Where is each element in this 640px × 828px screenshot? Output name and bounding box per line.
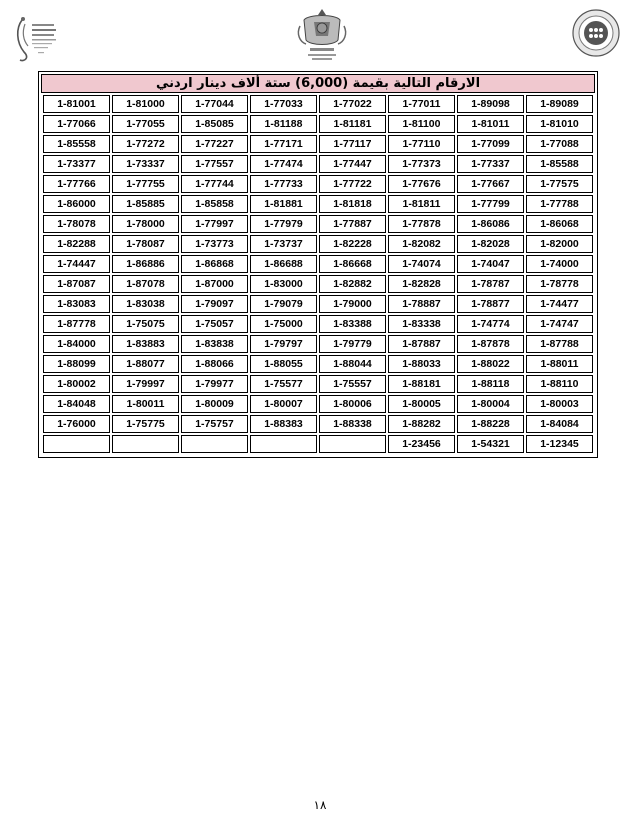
table-row bbox=[43, 175, 593, 193]
table-cell: 1-77171 bbox=[250, 135, 317, 153]
table-cell: 1-87887 bbox=[388, 335, 455, 353]
table-cell: 1-74047 bbox=[457, 255, 524, 273]
table-cell: 1-81818 bbox=[319, 195, 386, 213]
table-cell: 1-77110 bbox=[388, 135, 455, 153]
table-cell: 1-82000 bbox=[526, 235, 593, 253]
table-cell: 1-80011 bbox=[112, 395, 179, 413]
table-cell: 1-74447 bbox=[43, 255, 110, 273]
table-cell: 1-84000 bbox=[43, 335, 110, 353]
table-cell: 1-77575 bbox=[526, 175, 593, 193]
table-row bbox=[43, 195, 593, 213]
table-cell: 1-77722 bbox=[319, 175, 386, 193]
table-cell: 1-82828 bbox=[388, 275, 455, 293]
table-cell: 1-73737 bbox=[250, 235, 317, 253]
table-cell: 1-77733 bbox=[250, 175, 317, 193]
table-row bbox=[43, 435, 593, 453]
table-cell: 1-88033 bbox=[388, 355, 455, 373]
table-cell: 1-81811 bbox=[388, 195, 455, 213]
table-cell: 1-79000 bbox=[319, 295, 386, 313]
table-cell: 1-80003 bbox=[526, 395, 593, 413]
table-cell bbox=[112, 435, 179, 453]
table-cell: 1-88044 bbox=[319, 355, 386, 373]
table-row bbox=[43, 95, 593, 113]
table-cell: 1-80006 bbox=[319, 395, 386, 413]
table-cell: 1-75577 bbox=[250, 375, 317, 393]
table-cell: 1-78078 bbox=[43, 215, 110, 233]
table-cell: 1-77979 bbox=[250, 215, 317, 233]
table-row bbox=[43, 275, 593, 293]
table-cell: 1-86668 bbox=[319, 255, 386, 273]
table-cell: 1-77557 bbox=[181, 155, 248, 173]
table-cell: 1-83338 bbox=[388, 315, 455, 333]
table-cell: 1-79997 bbox=[112, 375, 179, 393]
table-row bbox=[43, 115, 593, 133]
table-cell: 1-82028 bbox=[457, 235, 524, 253]
table-cell: 1-78787 bbox=[457, 275, 524, 293]
table-cell: 1-77066 bbox=[43, 115, 110, 133]
table-cell: 1-88022 bbox=[457, 355, 524, 373]
table-cell: 1-77117 bbox=[319, 135, 386, 153]
table-cell: 1-54321 bbox=[457, 435, 524, 453]
table-cell: 1-77997 bbox=[181, 215, 248, 233]
table-cell: 1-85085 bbox=[181, 115, 248, 133]
table-cell bbox=[319, 435, 386, 453]
table-cell: 1-78877 bbox=[457, 295, 524, 313]
table-cell: 1-81001 bbox=[43, 95, 110, 113]
table-cell: 1-77667 bbox=[457, 175, 524, 193]
table-cell: 1-83838 bbox=[181, 335, 248, 353]
table-cell: 1-88118 bbox=[457, 375, 524, 393]
table-cell: 1-87000 bbox=[181, 275, 248, 293]
table-cell: 1-81010 bbox=[526, 115, 593, 133]
prize-numbers-table bbox=[41, 93, 595, 455]
table-cell bbox=[250, 435, 317, 453]
table-cell: 1-77022 bbox=[319, 95, 386, 113]
table-cell: 1-12345 bbox=[526, 435, 593, 453]
table-row bbox=[43, 155, 593, 173]
table-cell: 1-77227 bbox=[181, 135, 248, 153]
table-cell: 1-87778 bbox=[43, 315, 110, 333]
table-cell: 1-88383 bbox=[250, 415, 317, 433]
table-cell: 1-79779 bbox=[319, 335, 386, 353]
table-cell: 1-88011 bbox=[526, 355, 593, 373]
table-cell: 1-88066 bbox=[181, 355, 248, 373]
table-cell: 1-80002 bbox=[43, 375, 110, 393]
table-cell: 1-86068 bbox=[526, 215, 593, 233]
table-cell bbox=[181, 435, 248, 453]
table-cell: 1-88338 bbox=[319, 415, 386, 433]
table-cell: 1-75757 bbox=[181, 415, 248, 433]
table-cell: 1-78087 bbox=[112, 235, 179, 253]
table-cell: 1-88282 bbox=[388, 415, 455, 433]
table-cell: 1-81100 bbox=[388, 115, 455, 133]
table-cell: 1-77887 bbox=[319, 215, 386, 233]
table-cell: 1-78778 bbox=[526, 275, 593, 293]
table-cell: 1-74774 bbox=[457, 315, 524, 333]
table-cell: 1-77055 bbox=[112, 115, 179, 133]
table-cell: 1-74074 bbox=[388, 255, 455, 273]
table-cell: 1-73337 bbox=[112, 155, 179, 173]
table-cell: 1-88055 bbox=[250, 355, 317, 373]
table-cell: 1-80007 bbox=[250, 395, 317, 413]
table-cell: 1-85858 bbox=[181, 195, 248, 213]
table-cell: 1-77878 bbox=[388, 215, 455, 233]
table-cell: 1-81181 bbox=[319, 115, 386, 133]
table-cell: 1-86086 bbox=[457, 215, 524, 233]
table-cell: 1-77755 bbox=[112, 175, 179, 193]
table-cell: 1-81188 bbox=[250, 115, 317, 133]
table-cell: 1-79797 bbox=[250, 335, 317, 353]
table-cell: 1-77447 bbox=[319, 155, 386, 173]
page-number: ١٨ bbox=[313, 798, 327, 812]
table-cell: 1-86688 bbox=[250, 255, 317, 273]
jordan-armed-forces-emblem-icon bbox=[292, 6, 352, 64]
table-cell: 1-83000 bbox=[250, 275, 317, 293]
table-cell: 1-84084 bbox=[526, 415, 593, 433]
table-cell: 1-75557 bbox=[319, 375, 386, 393]
table-row bbox=[43, 335, 593, 353]
table-cell bbox=[43, 435, 110, 453]
table-cell: 1-77272 bbox=[112, 135, 179, 153]
table-cell: 1-79977 bbox=[181, 375, 248, 393]
table-cell: 1-76000 bbox=[43, 415, 110, 433]
table-cell: 1-89098 bbox=[457, 95, 524, 113]
table-cell: 1-82882 bbox=[319, 275, 386, 293]
table-row bbox=[43, 395, 593, 413]
table-cell: 1-74000 bbox=[526, 255, 593, 273]
table-cell: 1-80009 bbox=[181, 395, 248, 413]
table-cell: 1-82082 bbox=[388, 235, 455, 253]
table-cell: 1-80005 bbox=[388, 395, 455, 413]
table-cell: 1-87878 bbox=[457, 335, 524, 353]
table-cell: 1-83083 bbox=[43, 295, 110, 313]
table-cell: 1-87087 bbox=[43, 275, 110, 293]
table-cell: 1-80004 bbox=[457, 395, 524, 413]
prize-numbers-table-frame bbox=[38, 71, 598, 458]
table-cell: 1-87788 bbox=[526, 335, 593, 353]
table-cell: 1-77088 bbox=[526, 135, 593, 153]
table-cell: 1-86868 bbox=[181, 255, 248, 273]
table-cell: 1-77766 bbox=[43, 175, 110, 193]
table-cell: 1-85558 bbox=[43, 135, 110, 153]
table-cell: 1-83038 bbox=[112, 295, 179, 313]
table-cell: 1-77373 bbox=[388, 155, 455, 173]
table-row bbox=[43, 295, 593, 313]
table-cell: 1-77337 bbox=[457, 155, 524, 173]
table-cell: 1-74477 bbox=[526, 295, 593, 313]
table-cell: 1-77033 bbox=[250, 95, 317, 113]
table-cell: 1-75000 bbox=[250, 315, 317, 333]
table-cell: 1-77799 bbox=[457, 195, 524, 213]
table-cell: 1-78887 bbox=[388, 295, 455, 313]
table-title: الارقام التالية بقيمة (6,000) ستة ألاف دينار اردني bbox=[41, 74, 595, 93]
table-cell: 1-82288 bbox=[43, 235, 110, 253]
table-cell: 1-79079 bbox=[250, 295, 317, 313]
table-cell: 1-77474 bbox=[250, 155, 317, 173]
table-row bbox=[43, 355, 593, 373]
circular-seal-icon bbox=[571, 8, 621, 58]
table-row bbox=[43, 215, 593, 233]
table-cell: 1-88181 bbox=[388, 375, 455, 393]
table-cell: 1-83883 bbox=[112, 335, 179, 353]
table-cell: 1-77744 bbox=[181, 175, 248, 193]
table-cell: 1-23456 bbox=[388, 435, 455, 453]
table-cell: 1-84048 bbox=[43, 395, 110, 413]
table-cell: 1-73377 bbox=[43, 155, 110, 173]
table-cell: 1-85588 bbox=[526, 155, 593, 173]
govt-ejo-logo-icon bbox=[14, 14, 58, 64]
table-cell: 1-77099 bbox=[457, 135, 524, 153]
table-row bbox=[43, 375, 593, 393]
table-row bbox=[43, 255, 593, 273]
table-cell: 1-75075 bbox=[112, 315, 179, 333]
table-cell: 1-77044 bbox=[181, 95, 248, 113]
page-header bbox=[0, 0, 640, 68]
table-cell: 1-81011 bbox=[457, 115, 524, 133]
table-cell: 1-89089 bbox=[526, 95, 593, 113]
table-cell: 1-82228 bbox=[319, 235, 386, 253]
table-cell: 1-87078 bbox=[112, 275, 179, 293]
table-cell: 1-88077 bbox=[112, 355, 179, 373]
table-cell: 1-77788 bbox=[526, 195, 593, 213]
table-cell: 1-83388 bbox=[319, 315, 386, 333]
table-cell: 1-78000 bbox=[112, 215, 179, 233]
table-cell: 1-81000 bbox=[112, 95, 179, 113]
table-cell: 1-74747 bbox=[526, 315, 593, 333]
table-cell: 1-79097 bbox=[181, 295, 248, 313]
table-row bbox=[43, 235, 593, 253]
table-cell: 1-81881 bbox=[250, 195, 317, 213]
table-row bbox=[43, 135, 593, 153]
table-cell: 1-77676 bbox=[388, 175, 455, 193]
table-cell: 1-75057 bbox=[181, 315, 248, 333]
table-row bbox=[43, 415, 593, 433]
table-cell: 1-75775 bbox=[112, 415, 179, 433]
table-cell: 1-86886 bbox=[112, 255, 179, 273]
table-cell: 1-86000 bbox=[43, 195, 110, 213]
table-cell: 1-77011 bbox=[388, 95, 455, 113]
table-cell: 1-88228 bbox=[457, 415, 524, 433]
table-cell: 1-88099 bbox=[43, 355, 110, 373]
table-cell: 1-88110 bbox=[526, 375, 593, 393]
table-cell: 1-73773 bbox=[181, 235, 248, 253]
table-row bbox=[43, 315, 593, 333]
table-cell: 1-85885 bbox=[112, 195, 179, 213]
